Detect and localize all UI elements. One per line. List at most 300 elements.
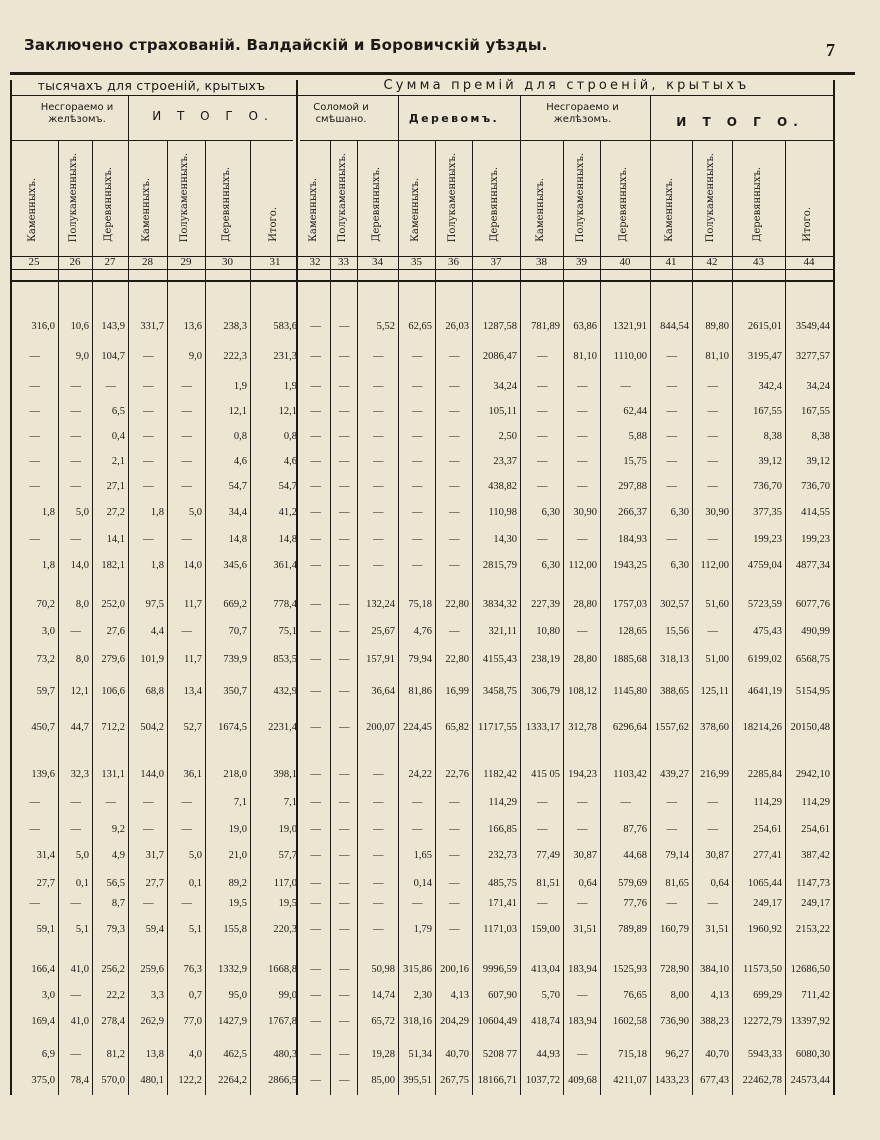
table-cell: 238,19 [531, 654, 560, 665]
table-cell: — [577, 898, 588, 909]
table-cell: 1674,5 [218, 722, 247, 733]
table-cell: — [707, 797, 718, 808]
column-label: Полукаменныхъ. [68, 152, 79, 242]
column-label: Каменныхъ. [308, 178, 319, 242]
table-cell: 59,7 [36, 686, 55, 697]
table-cell: 54,7 [228, 481, 247, 492]
column-number: 36 [448, 256, 459, 268]
table-cell: 27,1 [106, 481, 125, 492]
table-cell: — [373, 769, 384, 780]
table-cell: — [29, 406, 40, 417]
table-cell: 4759,04 [747, 560, 782, 571]
table-cell: 95,0 [228, 990, 247, 1001]
table-cell: 712,2 [101, 722, 125, 733]
table-cell: 65,72 [371, 1016, 395, 1027]
table-cell: — [449, 924, 460, 935]
column-label: Итого. [802, 207, 813, 242]
table-cell: 781,89 [531, 321, 560, 332]
column-label: Каменныхъ. [409, 178, 421, 242]
table-cell: — [181, 534, 192, 545]
column-label: Каменныхъ. [664, 178, 675, 242]
column-label: Деревянныхъ. [103, 167, 114, 242]
table-cell: 1757,03 [612, 599, 647, 610]
table-cell: — [339, 321, 350, 332]
table-cell: — [537, 898, 548, 909]
table-cell: 99,0 [278, 990, 297, 1001]
table-cell: — [666, 406, 677, 417]
table-cell: — [537, 824, 548, 835]
table-cell: — [449, 797, 460, 808]
column-rule [357, 140, 358, 1095]
table-cell: 4,0 [188, 1049, 202, 1060]
table-cell: 0,8 [283, 431, 297, 442]
table-cell: 77,0 [183, 1016, 202, 1027]
table-cell: — [412, 534, 423, 545]
table-cell: 51,00 [705, 654, 729, 665]
table-cell: 70,2 [36, 599, 55, 610]
column-rule [398, 95, 399, 1095]
table-cell: 44,7 [70, 722, 89, 733]
table-cell: 9,0 [75, 351, 89, 362]
table-cell: 40,70 [705, 1049, 729, 1060]
table-cell: — [707, 626, 718, 637]
table-cell: 34,24 [493, 381, 517, 392]
table-cell: — [577, 431, 588, 442]
table-cell: — [577, 1049, 588, 1060]
table-cell: 77,76 [623, 898, 647, 909]
table-cell: — [620, 797, 631, 808]
table-cell: 2942,10 [795, 769, 830, 780]
table-cell: — [310, 878, 321, 889]
table-cell: — [70, 824, 81, 835]
table-cell: 350,7 [223, 686, 247, 697]
table-cell: 4,13 [450, 990, 469, 1001]
table-cell: 4,4 [150, 626, 164, 637]
table-cell: 96,27 [665, 1049, 689, 1060]
table-cell: — [310, 406, 321, 417]
table-cell: 51,60 [705, 599, 729, 610]
group-rule [10, 95, 833, 96]
subgroup-straw: Соломой и смѣшано. [313, 102, 369, 125]
table-cell: 81,86 [408, 686, 432, 697]
table-cell: 302,57 [660, 599, 689, 610]
table-cell: 28,80 [573, 599, 597, 610]
table-cell: 2866,5 [268, 1075, 297, 1086]
table-cell: — [29, 898, 40, 909]
table-cell: — [310, 654, 321, 665]
table-cell: 110,98 [488, 507, 517, 518]
table-cell: — [707, 534, 718, 545]
table-cell: — [339, 456, 350, 467]
table-cell: 331,7 [140, 321, 164, 332]
table-cell: — [143, 406, 154, 417]
table-cell: — [181, 824, 192, 835]
table-cell: — [29, 824, 40, 835]
table-cell: 14,0 [183, 560, 202, 571]
table-cell: 160,79 [660, 924, 689, 935]
table-cell: 3,0 [41, 990, 55, 1001]
table-cell: 254,61 [801, 824, 830, 835]
table-cell: 388,65 [660, 686, 689, 697]
table-cell: 105,11 [488, 406, 517, 417]
table-cell: — [339, 1016, 350, 1027]
table-cell: 297,88 [618, 481, 647, 492]
table-cell: 125,11 [700, 686, 729, 697]
table-cell: 1,9 [283, 381, 297, 392]
table-cell: — [449, 481, 460, 492]
column-rule [330, 140, 331, 1095]
table-cell: 1103,42 [613, 769, 647, 780]
table-cell: — [310, 431, 321, 442]
table-cell: 10,80 [536, 626, 560, 637]
table-cell: 480,1 [140, 1075, 164, 1086]
table-cell: 81,51 [536, 878, 560, 889]
table-cell: — [577, 990, 588, 1001]
table-cell: — [143, 381, 154, 392]
table-cell: 63,86 [573, 321, 597, 332]
table-cell: 5,70 [541, 990, 560, 1001]
table-cell: 0,1 [188, 878, 202, 889]
column-number: 39 [576, 256, 587, 268]
table-cell: 40,70 [445, 1049, 469, 1060]
table-cell: 414,55 [801, 507, 830, 518]
table-cell: 4,6 [233, 456, 247, 467]
table-cell: 1,9 [233, 381, 247, 392]
table-cell: 155,8 [223, 924, 247, 935]
table-cell: 3,0 [41, 626, 55, 637]
table-cell: — [339, 534, 350, 545]
table-cell: 2264,2 [218, 1075, 247, 1086]
subgroup-total-left: И Т О Г О. [152, 109, 274, 123]
table-cell: — [339, 481, 350, 492]
table-cell: 677,43 [700, 1075, 729, 1086]
table-cell: 44,68 [623, 850, 647, 861]
table-cell: 11,7 [184, 654, 202, 665]
column-number: 34 [372, 256, 383, 268]
table-cell: 12686,50 [790, 964, 830, 975]
table-cell: 1960,92 [747, 924, 782, 935]
column-rule [600, 140, 601, 1095]
column-label: Полукаменныхъ. [446, 152, 458, 242]
column-number: 43 [753, 256, 764, 268]
table-cell: 318,16 [403, 1016, 432, 1027]
table-cell: 279,6 [101, 654, 125, 665]
table-cell: — [181, 456, 192, 467]
column-label: Деревянныхъ. [751, 167, 763, 242]
table-cell: — [339, 1075, 350, 1086]
table-cell: 26,03 [445, 321, 469, 332]
table-cell: 24573,44 [790, 1075, 830, 1086]
table-cell: 15,56 [665, 626, 689, 637]
table-cell: — [537, 797, 548, 808]
table-cell: 418,74 [531, 1016, 560, 1027]
table-cell: — [29, 481, 40, 492]
table-cell: 216,99 [700, 769, 729, 780]
table-cell: 254,61 [753, 824, 782, 835]
right-group-header: Сумма премій для строеній, крытыхъ [383, 78, 750, 93]
table-cell: — [537, 351, 548, 362]
table-cell: — [310, 626, 321, 637]
table-cell: 2153,22 [795, 924, 830, 935]
table-cell: 5,1 [188, 924, 202, 935]
table-cell: 25,67 [371, 626, 395, 637]
table-cell: — [70, 797, 81, 808]
subgroup-fireproof-left: Несгораемо и желѣзомъ. [40, 102, 114, 125]
table-cell: — [310, 964, 321, 975]
table-cell: — [310, 456, 321, 467]
table-cell: 345,6 [223, 560, 247, 571]
table-cell: 238,3 [223, 321, 247, 332]
table-cell: — [577, 481, 588, 492]
table-cell: — [373, 560, 384, 571]
table-cell: 27,6 [106, 626, 125, 637]
table-cell: 9,0 [188, 351, 202, 362]
table-cell: 18166,71 [477, 1075, 517, 1086]
table-cell: — [339, 381, 350, 392]
table-cell: 169,4 [31, 1016, 55, 1027]
table-cell: 249,17 [801, 898, 830, 909]
table-cell: 306,79 [531, 686, 560, 697]
table-cell: — [339, 599, 350, 610]
table-cell: — [339, 898, 350, 909]
table-cell: 27,7 [145, 878, 164, 889]
column-number: 38 [536, 256, 547, 268]
table-cell: — [449, 560, 460, 571]
table-cell: 384,10 [700, 964, 729, 975]
table-cell: 39,12 [758, 456, 782, 467]
table-cell: 19,0 [228, 824, 247, 835]
table-cell: — [310, 351, 321, 362]
table-cell: 736,90 [660, 1016, 689, 1027]
table-cell: — [537, 381, 548, 392]
table-cell: 1287,58 [482, 321, 517, 332]
table-cell: 342,4 [758, 381, 782, 392]
table-cell: 607,90 [488, 990, 517, 1001]
table-cell: 1433,23 [654, 1075, 689, 1086]
column-rule [250, 140, 251, 1095]
table-cell: 199,23 [801, 534, 830, 545]
table-cell: 5,1 [75, 924, 89, 935]
column-label: Полукаменныхъ. [179, 152, 190, 242]
column-number: 33 [338, 256, 349, 268]
table-cell: — [577, 626, 588, 637]
table-cell: — [70, 381, 81, 392]
table-cell: — [620, 381, 631, 392]
table-cell: 2615,01 [747, 321, 782, 332]
table-cell: — [29, 351, 40, 362]
column-label: Итого. [268, 207, 279, 242]
table-cell: — [707, 456, 718, 467]
table-cell: — [666, 797, 677, 808]
column-rule [563, 140, 564, 1095]
table-cell: 844,54 [660, 321, 689, 332]
table-cell: 321,11 [488, 626, 517, 637]
table-cell: 59,1 [36, 924, 55, 935]
table-cell: — [29, 431, 40, 442]
table-cell: — [143, 456, 154, 467]
table-cell: 4,9 [111, 850, 125, 861]
table-cell: 27,2 [106, 507, 125, 518]
table-cell: 316,0 [31, 321, 55, 332]
column-rule [58, 140, 59, 1095]
table-cell: 504,2 [140, 722, 164, 733]
table-cell: — [143, 797, 154, 808]
table-cell: 262,9 [140, 1016, 164, 1027]
table-cell: 89,80 [705, 321, 729, 332]
table-cell: 79,14 [665, 850, 689, 861]
table-cell: 1427,9 [218, 1016, 247, 1027]
table-cell: 22,2 [106, 990, 125, 1001]
table-cell: 41,0 [70, 1016, 89, 1027]
table-cell: — [537, 431, 548, 442]
table-cell: 8,38 [811, 431, 830, 442]
table-cell: 14,74 [371, 990, 395, 1001]
column-rule [732, 140, 733, 1095]
table-cell: — [666, 351, 677, 362]
table-cell: 199,23 [753, 534, 782, 545]
table-cell: 39,12 [806, 456, 830, 467]
table-cell: 224,45 [403, 722, 432, 733]
table-cell: 438,82 [488, 481, 517, 492]
table-cell: 8,38 [763, 431, 782, 442]
table-cell: — [412, 431, 423, 442]
table-cell: 75,18 [408, 599, 432, 610]
table-cell: — [105, 797, 116, 808]
table-cell: 16,99 [445, 686, 469, 697]
table-cell: 31,51 [573, 924, 597, 935]
table-cell: 0,64 [578, 878, 597, 889]
table-cell: 101,9 [140, 654, 164, 665]
table-cell: 3195,47 [747, 351, 782, 362]
column-number: 27 [104, 256, 116, 268]
table-cell: — [666, 824, 677, 835]
table-cell: 7,1 [283, 797, 297, 808]
table-cell: 4,6 [283, 456, 297, 467]
table-cell: 56,5 [106, 878, 125, 889]
table-cell: 54,7 [278, 481, 297, 492]
table-cell: 200,16 [440, 964, 469, 975]
table-cell: 3549,44 [795, 321, 830, 332]
table-cell: 409,68 [568, 1075, 597, 1086]
table-cell: 14,8 [278, 534, 297, 545]
table-cell: 1525,93 [612, 964, 647, 975]
table-cell: 4,13 [710, 990, 729, 1001]
table-cell: 51,34 [408, 1049, 432, 1060]
table-cell: — [70, 406, 81, 417]
table-cell: 1,8 [41, 507, 55, 518]
column-label: Полукаменныхъ. [574, 152, 586, 242]
table-cell: — [310, 481, 321, 492]
table-cell: 789,89 [618, 924, 647, 935]
column-number: 26 [69, 256, 81, 268]
table-cell: — [537, 406, 548, 417]
table-cell: 375,0 [31, 1075, 55, 1086]
table-cell: — [412, 406, 423, 417]
table-cell: 232,73 [488, 850, 517, 861]
column-rule [167, 140, 168, 1095]
table-cell: — [537, 456, 548, 467]
table-cell: 20150,48 [790, 722, 830, 733]
column-number: 28 [142, 256, 153, 268]
column-label: Деревянныхъ. [220, 167, 232, 242]
table-cell: 81,2 [106, 1049, 125, 1060]
table-cell: 23,37 [493, 456, 517, 467]
table-cell: 2815,79 [482, 560, 517, 571]
table-cell: 3,3 [150, 990, 164, 1001]
table-cell: 9,2 [111, 824, 125, 835]
table-cell: 1182,42 [483, 769, 517, 780]
table-cell: 81,10 [705, 351, 729, 362]
table-cell: 853,5 [273, 654, 297, 665]
column-label: Полукаменныхъ. [705, 152, 716, 242]
table-cell: 128,65 [618, 626, 647, 637]
column-number: 41 [665, 256, 677, 268]
table-cell: — [449, 431, 460, 442]
table-cell: 11717,55 [478, 722, 517, 733]
table-cell: 44,93 [536, 1049, 560, 1060]
column-rule [128, 95, 129, 1095]
table-cell: 182,1 [101, 560, 125, 571]
column-rule [435, 140, 436, 1095]
table-cell: 4211,07 [613, 1075, 647, 1086]
table-cell: — [339, 560, 350, 571]
table-cell: 462,5 [223, 1049, 247, 1060]
table-cell: — [412, 797, 423, 808]
table-cell: 122,2 [178, 1075, 202, 1086]
table-cell: — [373, 351, 384, 362]
table-cell: 8,7 [111, 898, 125, 909]
table-cell: 30,87 [573, 850, 597, 861]
body-rule [10, 280, 833, 282]
table-cell: 22462,78 [742, 1075, 782, 1086]
column-rule [472, 140, 473, 1095]
table-cell: — [707, 481, 718, 492]
table-cell: 570,0 [101, 1075, 125, 1086]
table-cell: — [143, 431, 154, 442]
table-cell: 1145,80 [613, 686, 647, 697]
table-cell: — [310, 722, 321, 733]
table-cell: — [181, 898, 192, 909]
column-number: 29 [180, 256, 192, 268]
table-cell: — [707, 431, 718, 442]
table-cell: 1332,9 [218, 964, 247, 975]
table-cell: — [449, 898, 460, 909]
table-cell: 3834,32 [482, 599, 517, 610]
table-cell: 485,75 [488, 878, 517, 889]
table-cell: — [666, 431, 677, 442]
table-cell: — [181, 481, 192, 492]
table-cell: 5,0 [188, 507, 202, 518]
table-cell: 41,2 [278, 507, 297, 518]
table-cell: 143,9 [101, 321, 125, 332]
table-cell: 30,90 [705, 507, 729, 518]
table-cell: 19,5 [278, 898, 297, 909]
table-cell: — [70, 431, 81, 442]
table-cell: 79,94 [408, 654, 432, 665]
table-cell: — [577, 381, 588, 392]
table-cell: 78,4 [70, 1075, 89, 1086]
table-cell: 14,8 [228, 534, 247, 545]
table-cell: — [707, 406, 718, 417]
table-cell: — [143, 351, 154, 362]
table-cell: — [310, 898, 321, 909]
table-cell: — [339, 654, 350, 665]
table-cell: 1943,25 [612, 560, 647, 571]
table-cell: — [310, 507, 321, 518]
table-cell: 1037,72 [525, 1075, 560, 1086]
table-cell: — [449, 850, 460, 861]
table-cell: 6,5 [111, 406, 125, 417]
